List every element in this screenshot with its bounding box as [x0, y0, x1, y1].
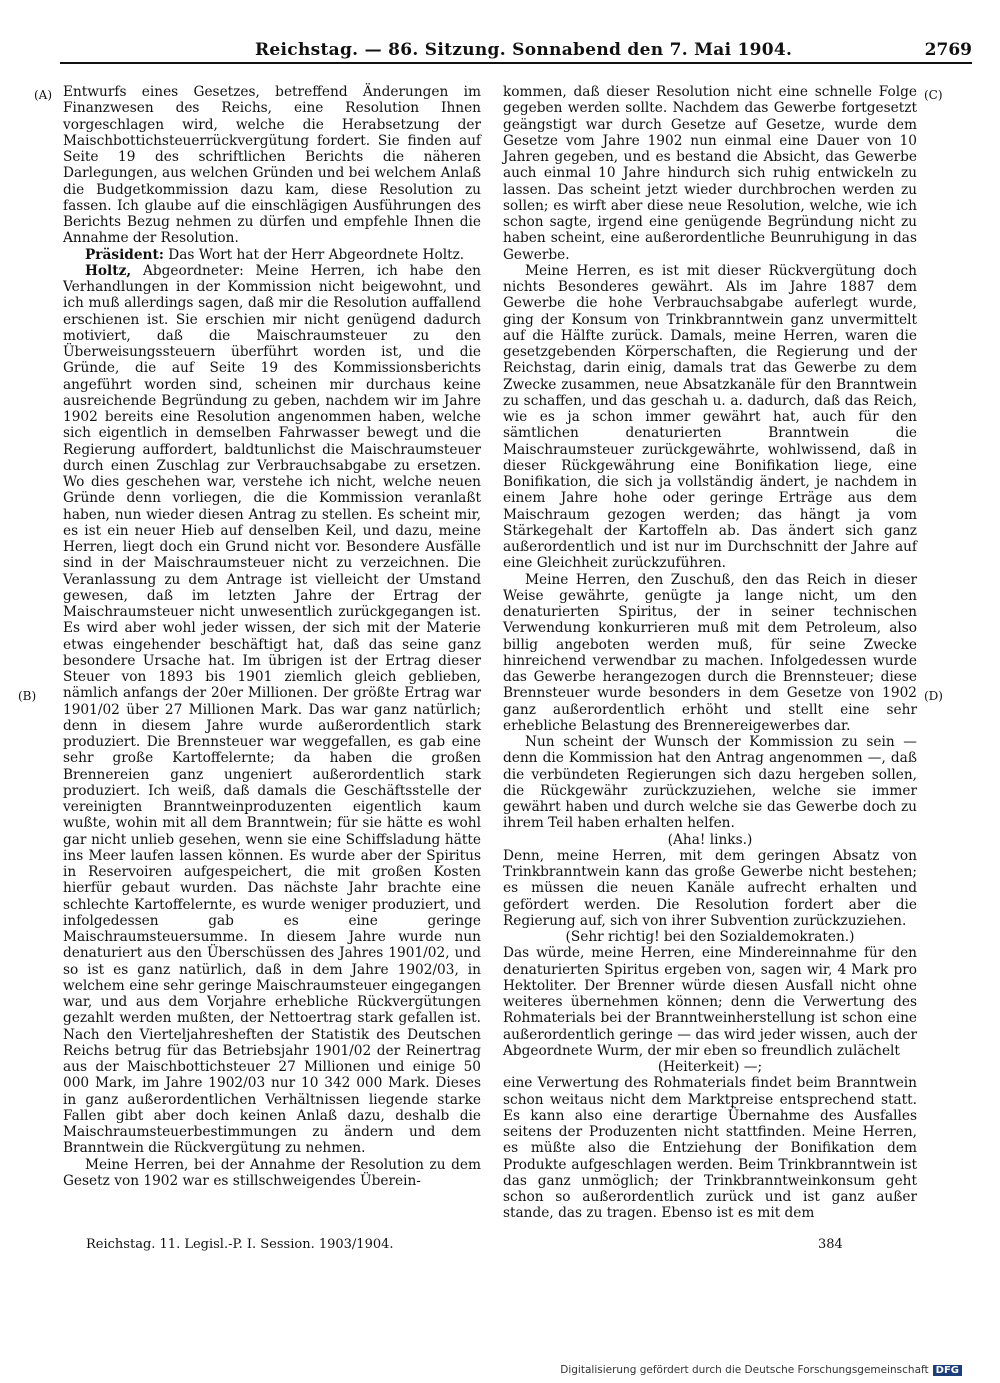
credit-text: Digitalisierung gefördert durch die Deutsche Forschungsgemeinschaft	[560, 1364, 929, 1376]
paragraph	[63, 1157, 481, 1190]
paragraph-text: Nun scheint der Wunsch der Kommission zu sein — denn die Kommission hat den Antrag angenommen —, daß die verbündeten Regierungen sich dazu hergeben sollen, die Rückgewähr zurückzuziehen, welche sie immer gewährt haben und durch welche sie das Gewerbe doch zu ihrem Teil haben erhalten helfen.	[503, 734, 917, 832]
dfg-logo: DFG	[933, 1365, 962, 1376]
right-column	[503, 84, 917, 1222]
paragraph-text: Entwurfs eines Gesetzes, betreffend Änderungen im Finanzwesen des Reichs, eine Resolution Ihnen vorgeschlagen wird, welche die Herabsetzung der Maischbottichsteuerrückvergütung fordert. Sie finden auf Seite 19 des schriftlichen Berichts die näheren Darlegungen, aus welchen Gründen und bei welchem Anlaß die Budgetkommission dazu kam, diese Resolution zu fassen. Ich glaube auf die einschlägigen Ausführungen des Berichts Bezug nehmen zu dürfen und empfehle Ihnen die Annahme der Resolution.	[63, 84, 481, 247]
page-number: 2769	[924, 40, 972, 60]
digitization-credit	[560, 1364, 962, 1376]
paragraph	[503, 734, 917, 832]
paragraph	[503, 848, 917, 929]
paragraph-text: Das würde, meine Herren, eine Mindereinnahme für den denaturierten Spiritus ergeben von, sagen wir, 4 Mark pro Hektoliter. Der Brenner würde diesen Ausfall nicht ohne weiteres übernehmen können; denn die Verwertung des Rohmaterials bei der Branntweinherstellung ist schon eine außerordentlich geringe — das wird jeder wissen, auch der Abgeordnete Wurm, der mir eben so freundlich zulächelt	[503, 945, 917, 1059]
page-header	[60, 34, 972, 64]
footer-session-line: Reichstag. 11. Legisl.-P. I. Session. 1903/1904.	[86, 1237, 394, 1252]
left-column	[63, 84, 481, 1189]
paragraph-text: Meine Herren, es ist mit dieser Rückvergütung doch nichts Besonderes gewährt. Als im Jahre 1887 dem Gewerbe die hohe Verbrauchsabgabe auferlegt wurde, ging der Konsum von Trinkbranntwein ganz unvermittelt auf die Hälfte zurück. Damals, meine Herren, waren die gesetzgebenden Körperschaften, die Regierung und der Reichstag, darin einig, damals trat das Gewerbe zu dem Zwecke zusammen, neue Absatzkanäle für den Branntwein zu schaffen, und das geschah u. a. dadurch, daß das Reich, wie es ja schon immer gewährt hat, auch für den sämtlichen denaturierten Branntwein die Maischraumsteuer zurückgewährte, wohlwissend, daß in dieser Rückgewährung eine Bonifikation liege, eine Bonifikation, die sich ja vollständig ändert, je nachdem in einem Jahre hohe oder geringe Erträge aus dem Maischraum gezogen werden; das hängt ja vom Stärkegehalt der Kartoffeln ab. Das ändert sich ganz außerordentlich und ist nur im Durchschnitt der Jahre auf eine Gleichheit zurückzuführen.	[503, 262, 917, 572]
paragraph	[63, 263, 481, 1157]
footer-sheet-number: 384	[818, 1237, 843, 1252]
paragraph	[503, 945, 917, 1059]
paragraph	[503, 84, 917, 263]
header-rule	[60, 62, 972, 64]
paragraph	[503, 572, 917, 735]
speaker-name: Holtz,	[85, 262, 132, 279]
paragraph-text: (Aha! links.)	[667, 831, 753, 848]
paragraph-text: Denn, meine Herren, mit dem geringen Absatz von Trinkbranntwein kann das große Gewerbe nicht bestehen; es müssen die neuen Kanäle aufrecht erhalten und gefördert werden. Die Resolution fordert aber die Regierung auf, sich von ihrer Subvention zurückzuziehen.	[503, 847, 917, 929]
paragraph-text: Meine Herren, bei der Annahme der Resolution zu dem Gesetz von 1902 war es stillschweigendes Überein-	[63, 1156, 481, 1189]
paragraph	[503, 929, 917, 945]
paragraph	[503, 1075, 917, 1221]
paragraph-text: Abgeordneter: Meine Herren, ich habe den Verhandlungen in der Kommission nicht beigewohnt, und ich muß allerdings sagen, daß mir die Resolution auffallend erschienen ist. Sie erschien mir nicht genügend dadurch motiviert, daß die Maischraumsteuer zu den Überweisungssteuern überführt worden ist, und die Gründe, die auf Seite 19 des Kommissionsberichts angeführt worden sind, scheinen mir durchaus keine ausreichende Begründung zu geben, nachdem wir im Jahre 1902 bereits eine Resolution angenommen haben, welche sich eigentlich in demselben Fahrwasser bewegt und die Regierung auffordert, baldtunlichst die Maischraumsteuer durch einen Zuschlag zur Verbrauchsabgabe zu ersetzen. Wo dies geschehen war, verstehe ich nicht, welche neuen Gründe denn vorliegen, die die Kommission veranlaßt haben, nun wieder diesen Antrag zu stellen. Es scheint mir, es ist ein neuer Hieb auf denselben Keil, und dazu, meine Herren, liegt doch ein Grund nicht vor. Besondere Ausfälle sind in der Maischraumsteuer nicht zu verzeichnen. Die Veranlassung zu dem Antrage ist vielleicht der Umstand gewesen, daß im letzten Jahre der Ertrag der Maischraumsteuer nicht unwesentlich zurückgegangen ist. Es wird aber wohl jeder wissen, der sich mit der Materie etwas eingehender beschäftigt hat, daß das seine ganz besondere Ursache hat. Im übrigen ist der Ertrag dieser Steuer von 1893 bis 1901 ziemlich gleich geblieben, nämlich anfangs der 20er Millionen. Der größte Ertrag war 1901/02 über 27 Millionen Mark. Das war ganz natürlich; denn in diesem Jahre wurde außerordentlich stark produziert. Die Brennsteuer war weggefallen, es gab eine sehr große Kartoffelernte; da haben die großen Brennereien ganz ungeniert außerordentlich stark produziert. Ich weiß, daß damals die Geschäftsstelle der vereinigten Branntweinproduzenten eigentlich kaum wußte, wohin mit all dem Branntwein; für sie hätte es wohl gar nicht unlieb gesehen, wenn sie eine Schiffsladung hätte ins Meer laufen lassen können. Es wurde aber der Spiritus in Reservoiren aufgespeichert, die mit großen Kosten hierfür gebaut wurden. Das nächste Jahr brachte eine schlechte Kartoffelernte, es wurde weniger produziert, und infolgedessen gab es eine geringe Maischraumsteuersumme. In diesem Jahre wurde nun denaturiert aus den Überschüssen des Jahres 1901/02, und so ist es ganz natürlich, daß in dem Jahre 1902/03, in welchem eine sehr geringe Maischraumsteuer eingegangen war, und aus dem Vorjahre erhebliche Rückvergütungen gezahlt werden mußten, der Nettoertrag stark gefallen ist. Nach den Vierteljahresheften der Statistik des Deutschen Reichs betrug für das Betriebsjahr 1901/02 der Reinertrag aus der Maischbottichsteuer 27 Millionen und einige 50 000 Mark, im Jahre 1902/03 nur 10 342 000 Mark. Dieses in ganz außerordentlichen Verhältnissen liegende starke Fallen gibt aber doch keinen Anlaß dazu, deshalb die Maischraumsteuerbestimmungen zu ändern und dem Branntwein die Rückvergütung zu nehmen.	[63, 262, 481, 1157]
paragraph-text: eine Verwertung des Rohmaterials findet beim Branntwein schon weitaus nicht dem Marktpreise entsprechend statt. Es kann also eine derartige Übernahme des Ausfalles seitens der Produzenten nicht stattfinden. Meine Herren, es müßte also die Entziehung der Bonifikation dem Produkte aufgeschlagen werden. Beim Trinkbranntwein ist das ganz unmöglich; der Trinkbranntweinkonsum geht schon so außerordentlich zurück und ist ganz außer stande, das zu tragen. Ebenso ist es mit dem	[503, 1075, 917, 1222]
paragraph-text: Meine Herren, den Zuschuß, den das Reich in dieser Weise gewährte, genügte ja lange nicht, um den denaturierten Spiritus, der in seiner technischen Verwendung konkurrieren muß mit dem Petroleum, also billig angeboten werden muß, für seine Zwecke hinreichend verwendbar zu machen. Infolgedessen wurde das Gewerbe herangezogen durch die Brennsteuer; diese Brennsteuer wurde besonders in dem Gesetze von 1902 ganz außerordentlich erhöht und stellt eine sehr erhebliche Belastung des Brennereigewerbes dar.	[503, 571, 917, 734]
speaker-name: Präsident:	[85, 246, 164, 263]
paragraph	[63, 84, 481, 247]
paragraph	[503, 263, 917, 572]
margin-marker-d: (D)	[924, 689, 943, 703]
margin-marker-a: (A)	[34, 88, 53, 102]
paragraph	[63, 247, 481, 263]
paragraph-text: kommen, daß dieser Resolution nicht eine schnelle Folge gegeben werden sollte. Nachdem das Gewerbe fortgesetzt geängstigt war durch Gesetze auf Gesetze, wurde dem Gesetze vom Jahre 1902 nun einmal eine Dauer von 10 Jahren gegeben, und es bestand die Absicht, das Gewerbe auch einmal 10 Jahre hindurch sich ruhig entwickeln zu lassen. Das scheint jetzt wieder durchbrochen werden zu sollen; es wirft aber diese neue Resolution, welche, wie ich schon sagte, irgend eine genügende Begründung nicht zu haben scheint, eine außerordentliche Beunruhigung in das Gewerbe.	[503, 84, 917, 263]
paragraph	[503, 1059, 917, 1075]
running-title: Reichstag. — 86. Sitzung. Sonnabend den 7. Mai 1904.	[255, 40, 793, 60]
paragraph-text: (Sehr richtig! bei den Sozialdemokraten.)	[565, 929, 855, 945]
margin-marker-c: (C)	[924, 88, 943, 102]
paragraph-text: Das Wort hat der Herr Abgeordnete Holtz.	[168, 246, 465, 263]
paragraph	[503, 832, 917, 848]
paragraph-text: (Heiterkeit) —;	[657, 1059, 763, 1075]
margin-marker-b: (B)	[18, 689, 37, 703]
